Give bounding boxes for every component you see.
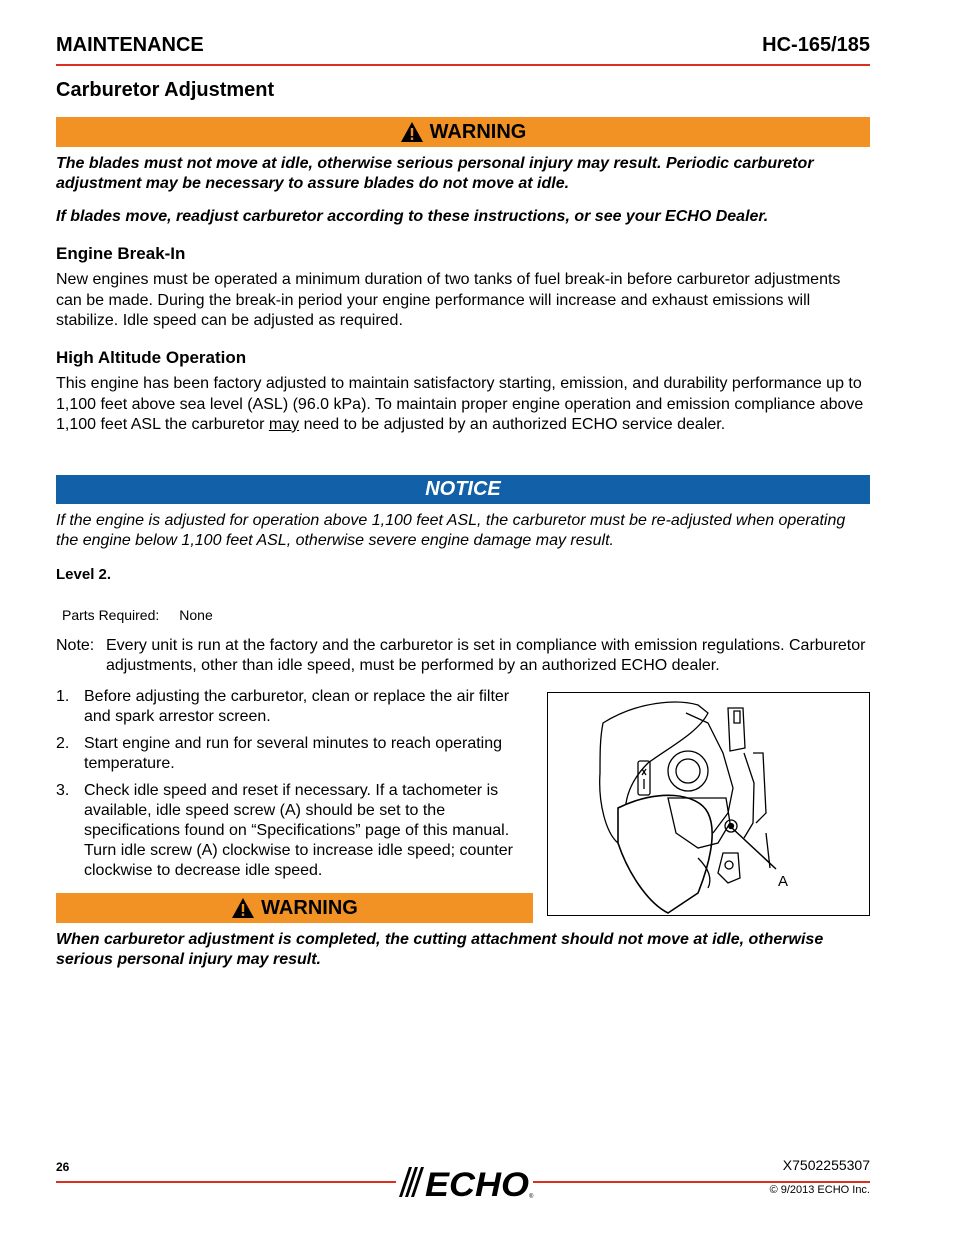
step-text: Check idle speed and reset if necessary. If a tachometer is available, idle speed screw (A) should be set to the specifications found on “Specifications” page of this manual. Turn idle screw (A) clockwise to increase idle speed; counter clockwise to decrease idle speed. <box>84 782 513 879</box>
footer-rule-right <box>533 1181 870 1183</box>
high-altitude-text-end: need to be adjusted by an authorized ECHO service dealer. <box>299 416 726 433</box>
warning-text-2: If blades move, readjust carburetor according to these instructions, or see your ECHO Dealer. <box>56 208 769 225</box>
list-item <box>56 781 536 881</box>
model-number: HC-165/185 <box>762 34 870 56</box>
level-label: Level 2. <box>56 566 112 583</box>
page-title: Carburetor Adjustment <box>56 79 275 101</box>
step-number: 1. <box>56 688 70 705</box>
notice-label: NOTICE <box>425 478 501 500</box>
footer-rule-left <box>56 1181 396 1183</box>
carburetor-figure <box>547 692 870 916</box>
warning-triangle-icon <box>231 897 255 919</box>
warning-text: The blades must not move at idle, otherwise serious personal injury may result. Periodic carburetor adjustment may be necessary to assure blades do not move at idle. <box>56 155 814 192</box>
step-text: Before adjusting the carburetor, clean or replace the air filter and spark arrestor screen. <box>84 688 510 725</box>
section-title: MAINTENANCE <box>56 34 204 56</box>
step-text: Start engine and run for several minutes to reach operating temperature. <box>84 735 503 772</box>
step-number: 3. <box>56 782 70 799</box>
warning-banner-2 <box>56 893 533 923</box>
echo-logo <box>395 1165 535 1199</box>
steps-list <box>56 687 536 888</box>
carburetor-illustration <box>548 693 869 915</box>
parts-label: Parts Required: <box>62 607 160 623</box>
note-label: Note: <box>56 637 95 654</box>
svg-text:®: ® <box>529 1194 534 1199</box>
list-item <box>56 734 536 774</box>
copyright: © 9/2013 ECHO Inc. <box>769 1184 870 1196</box>
note <box>56 636 870 676</box>
note-text: Every unit is run at the factory and the carburetor is set in compliance with emission regulations. Carburetor adjustments, other than idle speed, must be performed by an authorized ECHO dealer. <box>106 637 866 674</box>
warning-label-2: WARNING <box>261 896 358 919</box>
list-item <box>56 687 536 727</box>
underlined-may: may <box>268 416 300 433</box>
warning-text-3: When carburetor adjustment is completed, the cutting attachment should not move at idle, otherwise serious personal injury may result. <box>56 931 824 968</box>
high-altitude-text: This engine has been factory adjusted to maintain satisfactory starting, emission, and durability performance up to 1,100 feet above sea level (ASL) (96.0 kPa). To maintain proper engine operation and emission compliance above 1,100 feet ASL the carburetor <box>56 375 864 433</box>
section-heading-high-altitude: High Altitude Operation <box>56 348 247 367</box>
high-altitude-paragraph <box>56 374 870 436</box>
section-heading-break-in: Engine Break-In <box>56 244 186 263</box>
notice-text: If the engine is adjusted for operation above 1,100 feet ASL, the carburetor must be re-adjusted when operating the engine below 1,100 feet ASL, otherwise severe engine damage may result. <box>56 512 846 549</box>
warning-banner <box>56 117 870 147</box>
page-number: 26 <box>56 1160 70 1174</box>
step-number: 2. <box>56 735 70 752</box>
svg-text:ECHO: ECHO <box>425 1166 529 1199</box>
warning-label: WARNING <box>429 120 527 143</box>
parts-required <box>62 607 213 623</box>
page-header <box>56 34 870 66</box>
document-number: X7502255307 <box>782 1157 870 1173</box>
break-in-paragraph: New engines must be operated a minimum duration of two tanks of fuel break-in before carburetor adjustments can be made. During the break-in period your engine performance will increase and exhaust emissions will stabilize. Idle speed can be adjusted as required. <box>56 271 841 329</box>
warning-triangle-icon <box>400 121 424 143</box>
callout-a: A <box>778 873 789 890</box>
parts-value: None <box>179 607 213 623</box>
notice-banner <box>56 475 870 504</box>
